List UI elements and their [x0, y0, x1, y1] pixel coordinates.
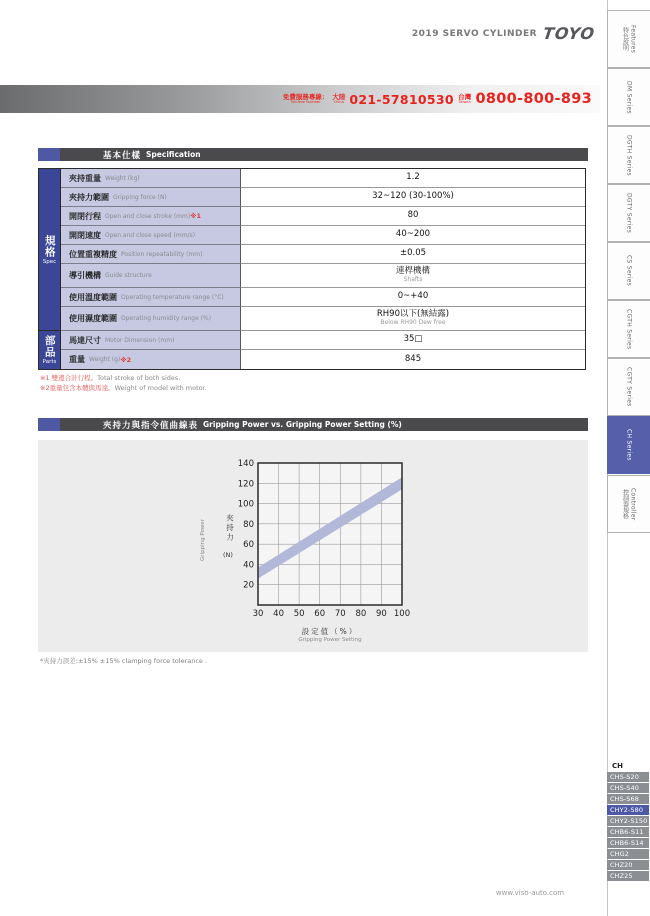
spec-row-label: 使用濕度範圍 Operating humidity range (%) — [61, 307, 241, 331]
spec-section-header: 基本仕樣 Specification — [38, 148, 588, 161]
sidebar-tab-dgth-series[interactable]: DGTH Series — [607, 126, 650, 184]
spec-row-label: 使用溫度範圍 Operating temperature range (°C) — [61, 288, 241, 307]
svg-text:60: 60 — [243, 540, 254, 551]
spec-row-value: 845 — [241, 350, 585, 369]
sidebar-tab-dm-series[interactable]: DM Series — [607, 68, 650, 126]
sidebar-tab-controller[interactable]: 控制器規格 Controller — [607, 475, 650, 533]
model-item-chs-s40[interactable]: CHS-S40 — [607, 783, 649, 793]
model-list-header: CH — [612, 762, 623, 770]
spec-row-value: 35□ — [241, 331, 585, 350]
toyo-logo: TOYO — [541, 24, 597, 43]
model-item-chg2[interactable]: CHG2 — [607, 849, 649, 859]
x-axis-title-en: Gripping Power Setting — [298, 637, 362, 643]
china-label: 大陸 China — [332, 92, 346, 105]
sidebar-tab-cgth-series[interactable]: CGTH Series — [607, 300, 650, 358]
phone-info — [283, 91, 592, 107]
svg-text:40: 40 — [243, 560, 254, 571]
model-item-chy2-s150[interactable]: CHY2-S150 — [607, 816, 649, 826]
svg-text:90: 90 — [376, 609, 387, 619]
tollfree-label: 免費服務專線： Toll-free Number — [282, 92, 329, 105]
svg-text:80: 80 — [355, 609, 367, 619]
model-item-chz25[interactable]: CHZ25 — [607, 871, 649, 881]
taiwan-phone-number: 0800-800-893 — [475, 91, 592, 107]
chart-canvas — [195, 450, 435, 650]
svg-text:30: 30 — [252, 609, 264, 619]
phone-banner — [0, 85, 600, 113]
svg-text:20: 20 — [243, 580, 254, 591]
svg-text:100: 100 — [237, 499, 254, 510]
sidebar-tab-features[interactable]: 特色說明 Features — [607, 10, 650, 68]
x-axis-title-zh: 設定值（%） — [301, 627, 359, 636]
gripping-power-chart — [38, 440, 588, 652]
spec-table — [38, 168, 586, 370]
spec-row-label: 馬達尺寸 Motor Dimension (mm) — [61, 331, 241, 350]
footnote-1: ※1 雙邊合計行程。Total stroke of both sides. — [40, 374, 181, 382]
spec-row-label: 夾持重量 Weight (kg) — [61, 169, 241, 188]
sidebar-tab-ch-series[interactable]: CH Series — [607, 416, 650, 474]
chart-plot-wrap — [195, 450, 435, 650]
spec-row-value: 80 — [241, 207, 585, 226]
spec-row-value: RH90以下(無結露) Below RH90 Dew free — [241, 307, 585, 331]
spec-row-label: 夾持力範圍 Gripping force (N) — [61, 188, 241, 207]
model-item-chz20[interactable]: CHZ20 — [607, 860, 649, 870]
website-url: www.viso-auto.com — [495, 889, 565, 897]
svg-text:70: 70 — [334, 609, 346, 619]
spec-row-label: 導引機構 Guide structure — [61, 264, 241, 288]
svg-text:120: 120 — [237, 479, 254, 490]
spec-row-value: 連桿機構 Shafts — [241, 264, 585, 288]
group-header-spec: 規格 Spec — [39, 169, 61, 331]
chart-section-header: 夾持力與指令值曲線表 Gripping Power vs. Gripping Power Setting (%) — [38, 418, 588, 431]
svg-text:100: 100 — [393, 609, 411, 619]
spec-footnotes — [40, 373, 207, 393]
spec-row-value: 32~120 (30-100%) — [241, 188, 585, 207]
catalog-title: 2019 SERVO CYLINDER — [411, 28, 538, 39]
model-item-chs-s20[interactable]: CHS-S20 — [607, 772, 649, 782]
group-header-parts: 部品 Parts — [39, 331, 61, 369]
model-item-chy2-s80[interactable]: CHY2-S80 — [607, 805, 649, 815]
model-item-chb6-s14[interactable]: CHB6-S14 — [607, 838, 649, 848]
y-axis-title-zh: 夾持力 — [225, 514, 235, 543]
spec-row-value: 0~+40 — [241, 288, 585, 307]
footnote-2: ※2重量包含本體與馬達。Weight of model with motor. — [40, 384, 207, 393]
page-header — [412, 24, 595, 43]
china-phone-number: 021-57810530 — [349, 91, 454, 107]
spec-row-value: ±0.05 — [241, 245, 585, 264]
svg-text:80: 80 — [243, 519, 254, 530]
svg-text:140: 140 — [237, 459, 254, 469]
taiwan-label: 台灣 Taiwan — [458, 92, 472, 105]
chart-footnote: *夾持力誤差:±15% ±15% clamping force tolerance . — [40, 657, 208, 665]
svg-text:60: 60 — [314, 609, 326, 619]
model-item-chs-s68[interactable]: CHS-S68 — [607, 794, 649, 804]
sidebar-tab-cgty-series[interactable]: CGTY Series — [607, 358, 650, 416]
svg-text:50: 50 — [293, 609, 305, 619]
svg-text:40: 40 — [273, 609, 284, 619]
spec-row-label: 位置重複精度 Position repeatability (mm) — [61, 245, 241, 264]
spec-row-label: 開閉速度 Open and close speed (mm/s) — [61, 226, 241, 245]
spec-row-label: 開閉行程 Open and close stroke (mm) ※1 — [61, 207, 241, 226]
y-axis-unit: (N) — [223, 551, 233, 559]
ch-model-list — [607, 761, 649, 882]
model-item-chb6-s11[interactable]: CHB6-S11 — [607, 827, 649, 837]
sidebar-tab-cs-series[interactable]: CS Series — [607, 242, 650, 300]
spec-row-label: 重量 Weight (g) ※2 — [61, 350, 241, 369]
y-axis-title-en: Gripping Power — [200, 519, 207, 561]
sidebar-tab-dgty-series[interactable]: DGTY Series — [607, 184, 650, 242]
spec-row-value: 40~200 — [241, 226, 585, 245]
spec-row-value: 1.2 — [241, 169, 585, 188]
